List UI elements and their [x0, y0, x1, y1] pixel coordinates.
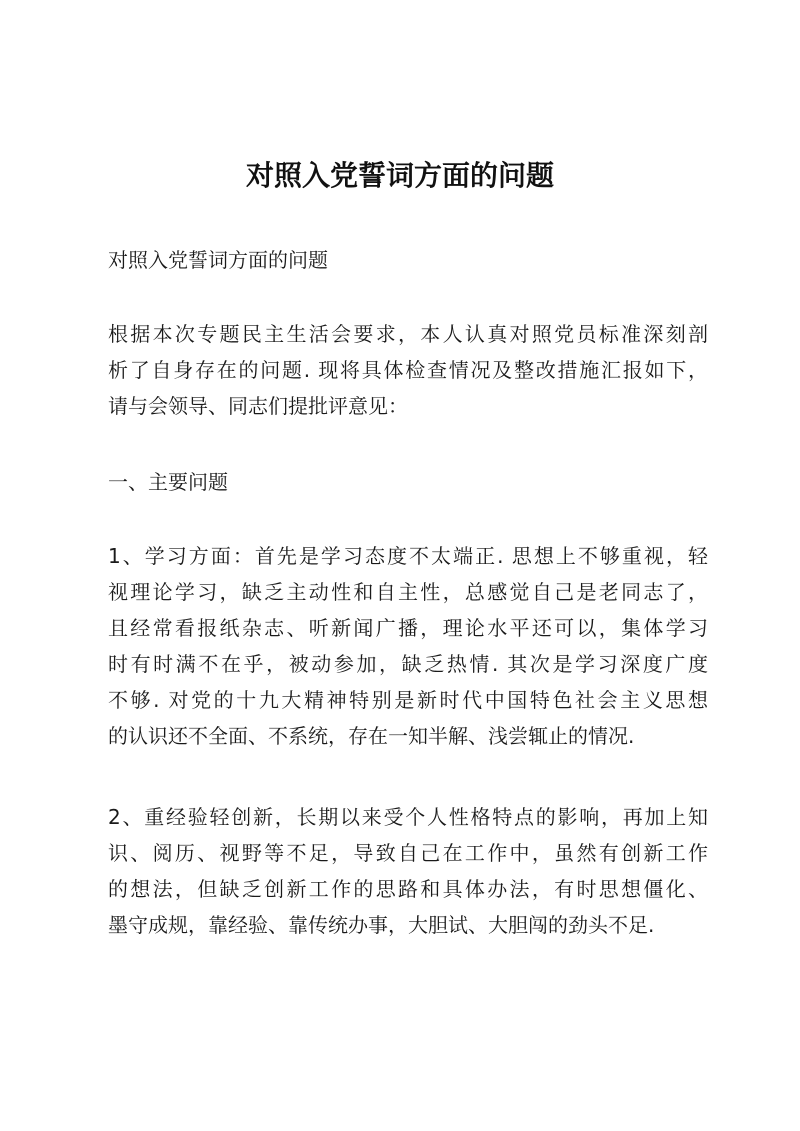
item-two-line: 的想法，但缺乏创新工作的思路和具体办法，有时思想僵化、 — [108, 877, 708, 901]
item-one-line: 且经常看报纸杂志、听新闻广播，理论水平还可以，集体学习 — [108, 616, 708, 640]
item-one-line: 不够. 对党的十九大精神特别是新时代中国特色社会主义思想 — [108, 688, 708, 712]
item-one-line: 时有时满不在乎，被动参加，缺乏热情. 其次是学习深度广度 — [108, 652, 708, 676]
item-one-paragraph — [108, 538, 708, 754]
item-two-line: 识、阅历、视野等不足，导致自己在工作中，虽然有创新工作 — [108, 841, 708, 865]
item-two-paragraph — [108, 799, 708, 943]
intro-line: 根据本次专题民主生活会要求，本人认真对照党员标准深刻剖 — [108, 322, 708, 346]
document-subtitle: 对照入党誓词方面的问题 — [108, 248, 328, 272]
intro-line: 请与会领导、同志们提批评意见： — [108, 394, 408, 418]
section-heading: 一、主要问题 — [108, 470, 228, 494]
item-one-line: 1、学习方面：首先是学习态度不太端正. 思想上不够重视，轻 — [108, 544, 708, 568]
item-two-line: 墨守成规，靠经验、靠传统办事，大胆试、大胆闯的劲头不足. — [108, 913, 655, 937]
item-one-line: 的认识还不全面、不系统，存在一知半解、浅尝辄止的情况. — [108, 724, 635, 748]
item-one-line: 视理论学习，缺乏主动性和自主性，总感觉自己是老同志了， — [108, 580, 708, 604]
intro-paragraph — [108, 316, 708, 424]
intro-line: 析了自身存在的问题. 现将具体检查情况及整改措施汇报如下， — [108, 358, 708, 382]
item-two-line: 2、重经验轻创新，长期以来受个人性格特点的影响，再加上知 — [108, 805, 708, 829]
document-title: 对照入党誓词方面的问题 — [245, 159, 554, 192]
